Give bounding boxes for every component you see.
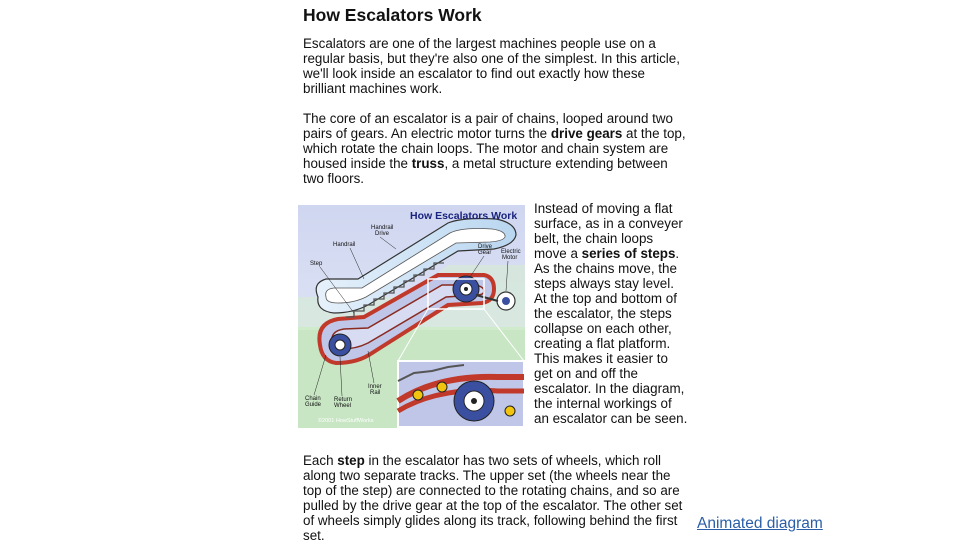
label-inner-rail-line1: Inner	[368, 384, 382, 390]
bold-term-truss: truss	[411, 156, 445, 171]
label-drive-gear-line2: Gear	[478, 250, 492, 256]
wheels-paragraph	[303, 453, 688, 543]
bold-term-drive-gears: drive gears	[550, 126, 623, 141]
text: at the top, which rotate the chain loops. The motor and chain system are housed inside the	[303, 126, 686, 171]
label-chain-guide-line2: Guide	[305, 402, 322, 408]
label-electric-motor-line1: Electric	[501, 249, 521, 255]
label-chain-guide-line1: Chain	[305, 396, 321, 402]
text: The core of an escalator is a pair of chains, looped around two pairs of gears. An electric motor turns the	[303, 111, 673, 141]
label-handrail-drive-line1: Handrail	[371, 225, 394, 231]
diagram-title: How Escalators Work	[410, 210, 518, 222]
text: Each	[303, 453, 338, 468]
chains-paragraph	[303, 111, 688, 186]
label-drive-gear-line1: Drive	[478, 244, 493, 250]
steps-paragraph	[534, 201, 689, 426]
label-electric-motor-line2: Motor	[502, 255, 518, 261]
text: , a metal structure extending between two floors.	[303, 156, 668, 186]
bold-term-step: step	[337, 453, 365, 468]
label-step: Step	[310, 261, 323, 267]
animated-diagram-link[interactable]: Animated diagram	[697, 515, 823, 532]
text: . As the chains move, the steps always stay level. At the top and bottom of the escalator, the steps collapse on each other, creating a flat platform. This makes it easier to get on and off the escalator. In the diagram, the internal workings of an escalator can be seen.	[534, 246, 688, 426]
label-inner-rail-line2: Rail	[370, 390, 381, 396]
intro-paragraph: Escalators are one of the largest machines people use on a regular basis, but they're also one of the simplest. In this article, we'll look inside an escalator to find out exactly how these brilliant machines work.	[303, 36, 680, 96]
label-handrail: Handrail	[333, 242, 356, 248]
text: in the escalator has two sets of wheels, which roll along two separate tracks. The upper set (the wheels near the top of the step) are connected to the rotating chains, and so are pulled by the drive gear at the top of the escalator. The other set of wheels simply glides along its track, following behind the first set.	[303, 453, 683, 543]
escalator-diagram	[298, 205, 525, 428]
label-return-wheel-line1: Return	[334, 397, 353, 403]
diagram-copyright: ©2001 HowStuffWorks	[318, 418, 374, 424]
text: Instead of moving a flat surface, as in a conveyer belt, the chain loops move a	[534, 201, 683, 261]
article-title: How Escalators Work	[303, 5, 482, 25]
bold-term-series-of-steps: series of steps	[581, 246, 676, 261]
label-handrail-drive-line2: Drive	[375, 231, 390, 237]
label-return-wheel-line2: Wheel	[334, 403, 352, 409]
